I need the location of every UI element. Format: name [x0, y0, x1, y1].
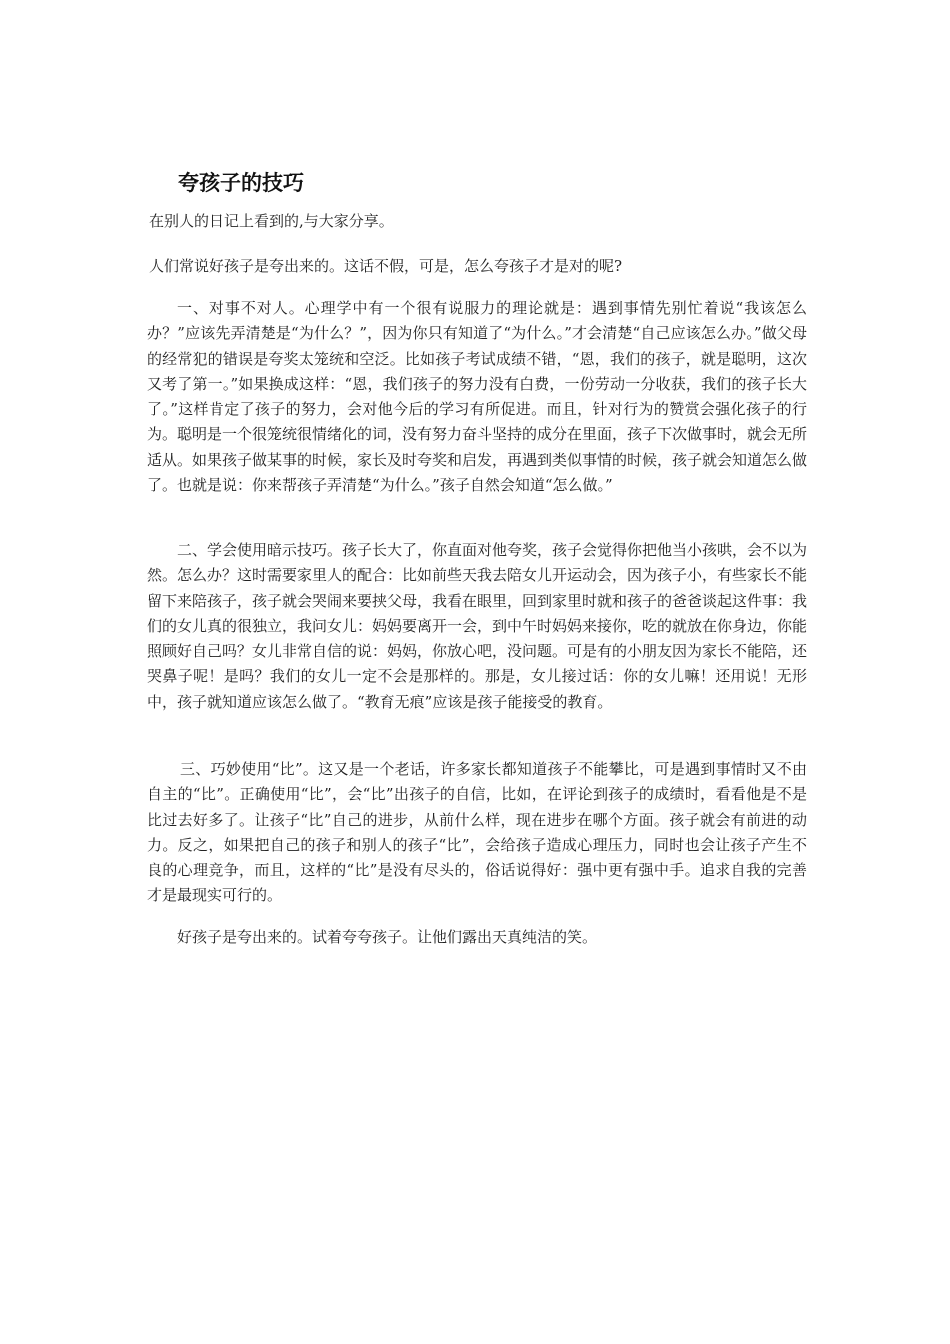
- paragraph-tip-three: 三、巧妙使用“比”。这又是一个老话，许多家长都知道孩子不能攀比，可是遇到事情时又不由自主的“比”。正确使用“比”，会“比”出孩子的自信，比如，在评论到孩子的成绩时，看看他是不是比过去好多了。让孩子“比”自己的进步，从前什么样，现在进步在哪个方面。孩子就会有前进的动力。反之，如果把自己的孩子和别人的孩子“比”，会给孩子造成心理压力，同时也会让孩子产生不良的心理竞争，而且，这样的“比”是没有尽头的，俗话说得好：强中更有强中手。追求自我的完善才是最现实可行的。: [147, 760, 807, 905]
- paragraph-tip-two: 二、学会使用暗示技巧。孩子长大了，你直面对他夸奖，孩子会觉得你把他当小孩哄，会不以为然。怎么办？这时需要家里人的配合：比如前些天我去陪女儿开运动会，因为孩子小，有些家长不能留下来陪孩子，孩子就会哭闹来要挟父母，我看在眼里，回到家里时就和孩子的爸爸谈起这件事：我们的女儿真的很独立，我问女儿：妈妈要离开一会，到中午时妈妈来接你，吃的就放在你身边，你能照顾好自己吗？女儿非常自信的说：妈妈，你放心吧，没问题。可是有的小朋友因为家长不能陪，还哭鼻子呢！是吗？我们的女儿一定不会是那样的。那是，女儿接过话：你的女儿嘛！还用说！无形中，孩子就知道应该怎么做了。“教育无痕”应该是孩子能接受的教育。: [147, 541, 808, 711]
- closing-paragraph: 好孩子是夸出来的。试着夸夸孩子。让他们露出天真纯洁的笑。: [177, 928, 598, 946]
- intro-paragraph: 在别人的日记上看到的,与大家分享。: [149, 212, 394, 230]
- document-title: 夸孩子的技巧: [178, 171, 304, 195]
- lead-paragraph: 人们常说好孩子是夸出来的。这话不假，可是，怎么夸孩子才是对的呢?: [149, 257, 623, 275]
- paragraph-tip-one: 一、对事不对人。心理学中有一个很有说服力的理论就是：遇到事情先别忙着说“我该怎么办？”应该先弄清楚是“为什么？”，因为你只有知道了“为什么。”才会清楚“自己应该怎么办。”做父母的经常犯的错误是夸奖太笼统和空泛。比如孩子考试成绩不错，“恩，我们的孩子，就是聪明，这次又考了第一。”如果换成这样：“恩，我们孩子的努力没有白费，一份劳动一分收获，我们的孩子长大了。”这样肯定了孩子的努力，会对他今后的学习有所促进。而且，针对行为的赞赏会强化孩子的行为。聪明是一个很笼统很情绪化的词，没有努力奋斗坚持的成分在里面，孩子下次做事时，就会无所适从。如果孩子做某事的时候，家长及时夸奖和启发，再遇到类似事情的时候，孩子就会知道怎么做了。也就是说：你来帮孩子弄清楚“为什么。”孩子自然会知道“怎么做。”: [147, 299, 808, 495]
